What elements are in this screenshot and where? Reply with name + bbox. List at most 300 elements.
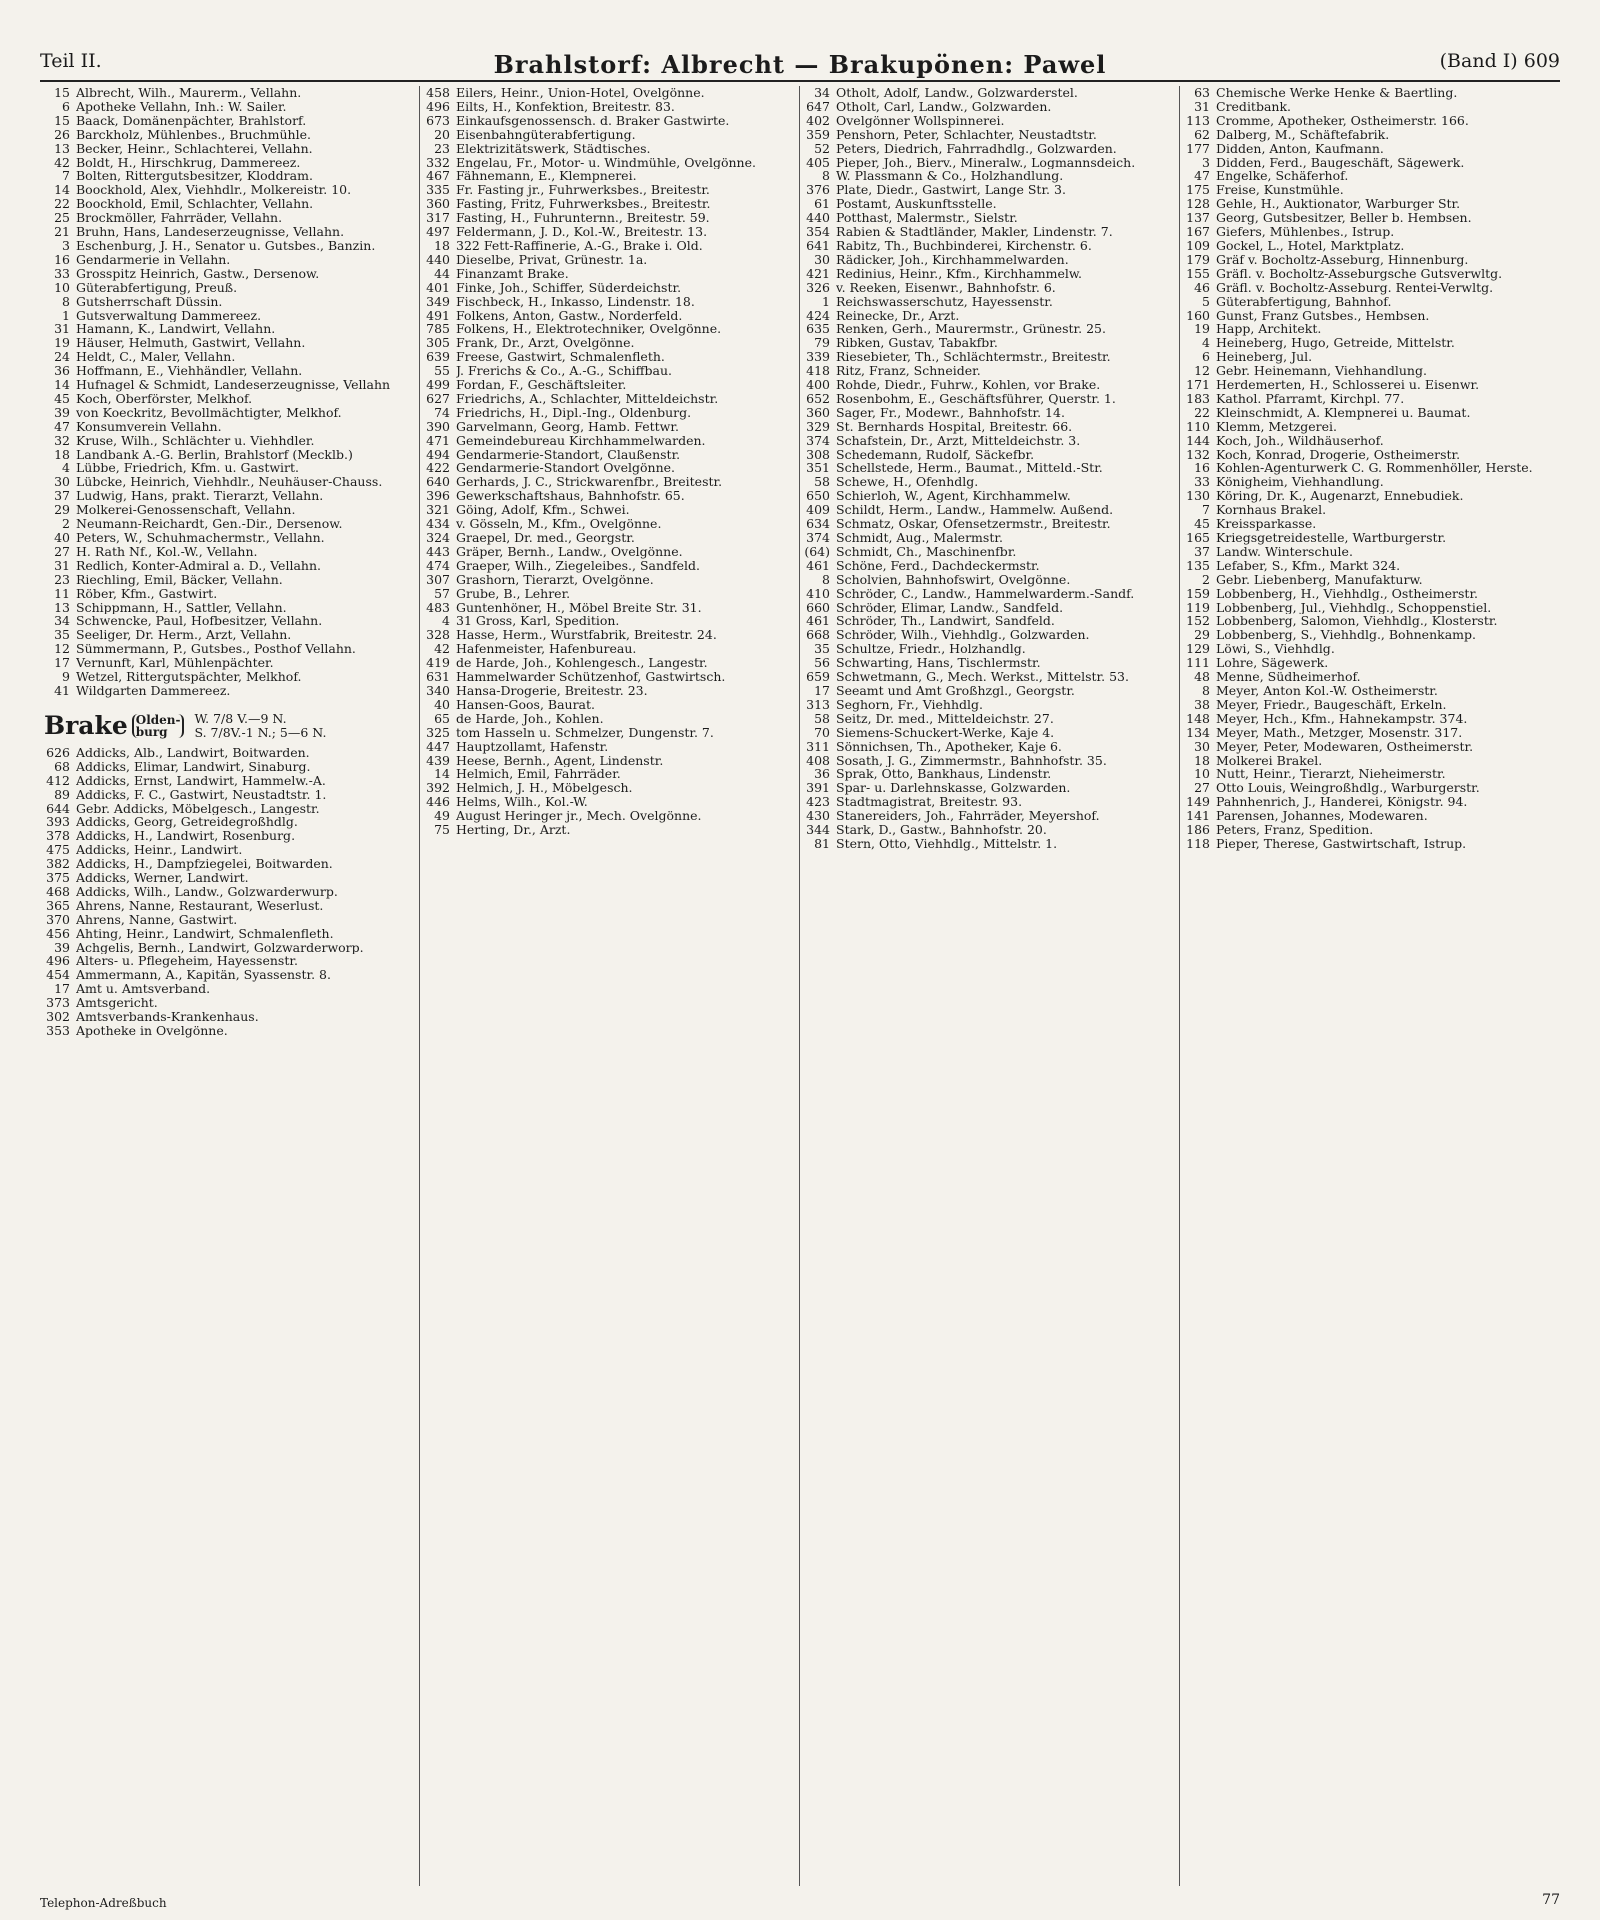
phone-number: 42 xyxy=(54,155,70,170)
directory-entry xyxy=(1184,336,1556,350)
phone-number: 410 xyxy=(806,586,830,601)
subscriber-name: Gräfl. v. Bocholtz-Asseburg. Rentei-Verwltg. xyxy=(1216,280,1494,295)
phone-number: 179 xyxy=(1186,252,1210,267)
phone-number: 446 xyxy=(426,795,450,810)
directory-entry xyxy=(1184,628,1556,642)
directory-entry xyxy=(804,670,1175,684)
phone-number: 321 xyxy=(426,503,450,518)
directory-entry xyxy=(44,322,415,336)
directory-entry xyxy=(44,941,415,955)
directory-entry xyxy=(424,197,795,211)
directory-entry xyxy=(804,364,1175,378)
phone-number: 354 xyxy=(806,225,830,239)
directory-entry xyxy=(424,767,795,781)
subscriber-name: Hufnagel & Schmidt, Landeserzeugnisse, Vellahn xyxy=(76,378,391,392)
subscriber-name: Friedrichs, A., Schlachter, Mitteldeichstr. xyxy=(456,391,719,406)
directory-entry xyxy=(44,156,415,170)
directory-entry xyxy=(424,795,795,809)
phone-number: 17 xyxy=(814,683,830,698)
subscriber-name: Fähnemann, E., Klempnerei. xyxy=(456,169,637,184)
subscriber-name: Boldt, H., Hirschkrug, Dammereez. xyxy=(76,155,301,170)
subscriber-name: Hauptzollamt, Hafenstr. xyxy=(456,739,609,754)
subscriber-name: Kathol. Pfarramt, Kirchpl. 77. xyxy=(1216,391,1405,406)
directory-entry xyxy=(1184,211,1556,225)
directory-entry xyxy=(44,503,415,517)
page-header xyxy=(40,50,1560,80)
subscriber-name: Creditbank. xyxy=(1216,99,1292,114)
directory-entry xyxy=(804,336,1175,350)
directory-entry xyxy=(44,587,415,601)
subscriber-name: Ritz, Franz, Schneider. xyxy=(836,364,981,379)
column-3 xyxy=(800,86,1180,1886)
subscriber-name: Königheim, Viehhandlung. xyxy=(1216,475,1384,490)
phone-number: 6 xyxy=(1202,350,1210,365)
directory-entry xyxy=(1184,517,1556,531)
subscriber-name: Lohre, Sägewerk. xyxy=(1216,656,1329,671)
subscriber-name: Hansa-Drogerie, Breitestr. 23. xyxy=(456,683,648,698)
phone-number: 15 xyxy=(54,86,70,100)
phone-number: 9 xyxy=(62,670,70,684)
phone-number: 37 xyxy=(1194,544,1210,559)
phone-number: 325 xyxy=(426,725,450,740)
directory-entry xyxy=(44,392,415,406)
subscriber-name: Helmich, Emil, Fahrräder. xyxy=(456,767,621,782)
phone-number: 439 xyxy=(426,753,450,768)
subscriber-name: Peters, W., Schuhmachermstr., Vellahn. xyxy=(76,531,325,545)
phone-number: 48 xyxy=(1194,670,1210,684)
phone-number: 458 xyxy=(426,86,450,100)
phone-number: 392 xyxy=(426,781,450,796)
directory-entry xyxy=(424,100,795,114)
subscriber-name: Kleinschmidt, A. Klempnerei u. Baumat. xyxy=(1216,405,1471,420)
directory-entry xyxy=(424,517,795,531)
subscriber-name: v. Gösseln, M., Kfm., Ovelgönne. xyxy=(456,517,662,531)
phone-number: 353 xyxy=(46,1024,70,1038)
phone-number: 497 xyxy=(426,225,450,239)
phone-number: 61 xyxy=(814,197,830,212)
directory-entry xyxy=(44,656,415,670)
subscriber-name: Seitz, Dr. med., Mitteldeichstr. 27. xyxy=(836,711,1054,726)
subscriber-name: Finanzamt Brake. xyxy=(456,266,569,281)
subscriber-name: Penshorn, Peter, Schlachter, Neustadtstr. xyxy=(836,127,1097,142)
phone-number: 329 xyxy=(806,419,830,434)
subscriber-name: Göing, Adolf, Kfm., Schwei. xyxy=(456,503,630,518)
directory-entry xyxy=(424,684,795,698)
phone-number: 81 xyxy=(814,836,830,851)
directory-entry xyxy=(44,489,415,503)
directory-entry xyxy=(424,628,795,642)
directory-entry xyxy=(44,815,415,829)
directory-entry xyxy=(424,461,795,475)
phone-number: 36 xyxy=(814,767,830,782)
phone-number: 471 xyxy=(426,433,450,448)
subscriber-name: St. Bernhards Hospital, Breitestr. 66. xyxy=(836,419,1073,434)
phone-number: 8 xyxy=(62,294,70,309)
directory-entry xyxy=(804,726,1175,740)
subscriber-name: Gräf v. Bocholtz-Asseburg, Hinnenburg. xyxy=(1216,252,1469,267)
directory-entry xyxy=(804,142,1175,156)
phone-number: 47 xyxy=(1194,169,1210,184)
phone-number: 47 xyxy=(54,419,70,434)
phone-number: 376 xyxy=(806,183,830,198)
section-heading-brake xyxy=(44,712,415,740)
phone-number: 405 xyxy=(806,155,830,170)
phone-number: 4 xyxy=(62,461,70,476)
subscriber-name: Fr. Fasting jr., Fuhrwerksbes., Breitestr. xyxy=(456,183,710,198)
subscriber-name: Gendarmerie in Vellahn. xyxy=(76,252,231,267)
subscriber-name: Gendarmerie-Standort Ovelgönne. xyxy=(456,461,676,476)
subscriber-name: Ahting, Heinr., Landwirt, Schmalenfleth. xyxy=(76,926,334,941)
directory-entry xyxy=(804,225,1175,239)
directory-entry xyxy=(44,954,415,968)
directory-entry xyxy=(1184,781,1556,795)
subscriber-name: Reichswasserschutz, Hayessenstr. xyxy=(836,294,1053,309)
subscriber-name: Gemeindebureau Kirchhammelwarden. xyxy=(456,433,706,448)
directory-entry xyxy=(44,448,415,462)
subscriber-name: Schwetmann, G., Mech. Werkst., Mittelstr. 53. xyxy=(836,670,1129,684)
phone-number: 110 xyxy=(1186,419,1210,434)
directory-entry xyxy=(424,281,795,295)
subscriber-name: Meyer, Anton Kol.-W. Ostheimerstr. xyxy=(1216,683,1438,698)
subscriber-name: de Harde, Joh., Kohlengesch., Langestr. xyxy=(456,656,708,671)
column-2-entries xyxy=(424,86,795,837)
phone-number: 317 xyxy=(426,211,450,226)
subscriber-name: Didden, Anton, Kaufmann. xyxy=(1216,141,1384,156)
directory-entry xyxy=(424,809,795,823)
directory-entry xyxy=(44,183,415,197)
subscriber-name: Vernunft, Karl, Mühlenpächter. xyxy=(76,656,274,671)
phone-number: 22 xyxy=(1194,405,1210,420)
subscriber-name: Pahnhenrich, J., Handerei, Königstr. 94. xyxy=(1216,795,1468,810)
directory-entry xyxy=(424,406,795,420)
phone-number: 13 xyxy=(54,600,70,615)
subscriber-name: Eisenbahngüterabfertigung. xyxy=(456,127,636,142)
directory-entry xyxy=(44,968,415,982)
directory-entry xyxy=(804,322,1175,336)
subscriber-name: Lefaber, S., Kfm., Markt 324. xyxy=(1216,558,1401,573)
directory-entry xyxy=(804,781,1175,795)
subscriber-name: Meyer, Peter, Modewaren, Ostheimerstr. xyxy=(1216,739,1474,754)
directory-entry xyxy=(804,601,1175,615)
directory-entry xyxy=(44,899,415,913)
subscriber-name: Häuser, Helmuth, Gastwirt, Vellahn. xyxy=(76,336,306,351)
phone-number: 22 xyxy=(54,197,70,212)
subscriber-name: Schildt, Herm., Landw., Hammelw. Außend. xyxy=(836,503,1114,518)
directory-entry xyxy=(804,267,1175,281)
phone-number: 12 xyxy=(54,642,70,657)
subscriber-name: Landbank A.-G. Berlin, Brahlstorf (Mecklb.) xyxy=(76,447,353,462)
directory-entry xyxy=(424,211,795,225)
directory-entry xyxy=(424,573,795,587)
subscriber-name: Graeper, Wilh., Ziegeleibes., Sandfeld. xyxy=(456,558,701,573)
directory-entry xyxy=(424,253,795,267)
subscriber-name: Addicks, F. C., Gastwirt, Neustadtstr. 1. xyxy=(76,787,327,802)
subscriber-name: Addicks, H., Dampfziegelei, Boitwarden. xyxy=(76,857,333,872)
phone-number: 33 xyxy=(54,266,70,281)
phone-number: 39 xyxy=(54,405,70,420)
phone-number: 440 xyxy=(806,211,830,226)
phone-number: 30 xyxy=(54,475,70,490)
directory-entry xyxy=(804,559,1175,573)
subscriber-name: Herdemerten, H., Schlosserei u. Eisenwr. xyxy=(1216,378,1480,392)
directory-entry xyxy=(1184,128,1556,142)
directory-entry xyxy=(804,434,1175,448)
subscriber-name: Feldermann, J. D., Kol.-W., Breitestr. 13. xyxy=(456,225,708,239)
directory-entry xyxy=(804,795,1175,809)
subscriber-name: Addicks, Werner, Landwirt. xyxy=(76,871,249,885)
directory-entry xyxy=(804,656,1175,670)
subscriber-name: Gewerkschaftshaus, Bahnhofstr. 65. xyxy=(456,489,685,504)
directory-entry xyxy=(1184,587,1556,601)
phone-number: 378 xyxy=(46,829,70,844)
phone-number: 3 xyxy=(1202,155,1210,170)
subscriber-name: Lobbenberg, S., Viehhdlg., Bohnenkamp. xyxy=(1216,628,1476,643)
directory-entry xyxy=(424,712,795,726)
subscriber-name: von Koeckritz, Bevollmächtigter, Melkhof. xyxy=(76,405,342,420)
directory-entry xyxy=(804,420,1175,434)
phone-number: 129 xyxy=(1186,642,1210,657)
subscriber-name: Boockhold, Alex, Viehhdlr., Molkereistr. 10. xyxy=(76,183,352,198)
phone-number: 468 xyxy=(46,884,70,899)
subscriber-name: Helms, Wilh., Kol.-W. xyxy=(456,795,588,810)
phone-number: 6 xyxy=(62,99,70,114)
phone-number: 26 xyxy=(54,127,70,142)
subscriber-name: Lobbenberg, Jul., Viehhdlg., Schoppenstiel. xyxy=(1216,600,1492,615)
directory-entry xyxy=(424,336,795,350)
phone-number: 75 xyxy=(434,823,450,837)
subscriber-name: Schafstein, Dr., Arzt, Mitteldeichstr. 3. xyxy=(836,433,1081,448)
phone-number: 15 xyxy=(54,113,70,128)
header-rule xyxy=(40,80,1560,82)
section-qualifier xyxy=(132,714,185,738)
directory-entry xyxy=(804,169,1175,183)
directory-entry xyxy=(804,767,1175,781)
subscriber-name: Heineberg, Hugo, Getreide, Mittelstr. xyxy=(1216,336,1455,351)
directory-entry xyxy=(424,392,795,406)
subscriber-name: Herting, Dr., Arzt. xyxy=(456,823,571,837)
section-hours-sunday: S. 7/8V.-1 N.; 5—6 N. xyxy=(194,724,327,740)
directory-entry xyxy=(424,545,795,559)
subscriber-name: Schedemann, Rudolf, Säckefbr. xyxy=(836,447,1035,462)
column-4-entries xyxy=(1184,86,1556,851)
directory-entry xyxy=(424,781,795,795)
directory-entry xyxy=(44,406,415,420)
directory-entry xyxy=(44,642,415,656)
subscriber-name: Hasse, Herm., Wurstfabrik, Breitestr. 24. xyxy=(456,628,717,643)
phone-number: 308 xyxy=(806,447,830,462)
phone-number: 10 xyxy=(54,280,70,295)
subscriber-name: Addicks, Alb., Landwirt, Boitwarden. xyxy=(76,745,310,760)
phone-number: 35 xyxy=(54,628,70,643)
phone-number: 37 xyxy=(54,489,70,504)
phone-number: 626 xyxy=(46,745,70,760)
phone-number: 8 xyxy=(1202,683,1210,698)
subscriber-name: Fordan, F., Geschäftsleiter. xyxy=(456,378,627,392)
phone-number: 660 xyxy=(806,600,830,615)
phone-number: 113 xyxy=(1186,113,1210,128)
subscriber-name: Ovelgönner Wollspinnerei. xyxy=(836,113,1005,128)
phone-number: 36 xyxy=(54,364,70,379)
directory-entry xyxy=(44,378,415,392)
subscriber-name: Güterabfertigung, Preuß. xyxy=(76,280,238,295)
subscriber-name: Pieper, Therese, Gastwirtschaft, Istrup. xyxy=(1216,836,1467,851)
directory-entry xyxy=(804,378,1175,392)
directory-entry xyxy=(1184,322,1556,336)
subscriber-name: Gutsherrschaft Düssin. xyxy=(76,294,223,309)
directory-entry xyxy=(804,239,1175,253)
directory-entry xyxy=(804,461,1175,475)
directory-entry xyxy=(804,628,1175,642)
phone-number: 29 xyxy=(54,503,70,518)
directory-entry xyxy=(804,281,1175,295)
directory-entry xyxy=(804,573,1175,587)
subscriber-name: Finke, Joh., Schiffer, Süderdeichstr. xyxy=(456,280,682,295)
directory-entry xyxy=(44,461,415,475)
directory-entry xyxy=(1184,142,1556,156)
phone-number: 313 xyxy=(806,697,830,712)
directory-entry xyxy=(804,823,1175,837)
phone-number: 118 xyxy=(1186,836,1210,851)
phone-number: 111 xyxy=(1186,656,1210,671)
subscriber-name: Wildgarten Dammereez. xyxy=(76,683,231,698)
directory-entry xyxy=(44,545,415,559)
phone-number: 499 xyxy=(426,378,450,392)
subscriber-name: Gendarmerie-Standort, Claußenstr. xyxy=(456,447,681,462)
directory-entry xyxy=(424,309,795,323)
directory-entry xyxy=(424,823,795,837)
subscriber-name: Kreissparkasse. xyxy=(1216,517,1317,531)
subscriber-name: Kohlen-Agenturwerk C. G. Rommenhöller, Herste. xyxy=(1216,461,1533,476)
subscriber-name: Meyer, Hch., Kfm., Hahnekampstr. 374. xyxy=(1216,711,1468,726)
directory-entry xyxy=(1184,531,1556,545)
column-1 xyxy=(40,86,420,1886)
directory-entry xyxy=(44,746,415,760)
subscriber-name: Gutsverwaltung Dammereez. xyxy=(76,308,262,323)
subscriber-name: Grosspitz Heinrich, Gastw., Dersenow. xyxy=(76,266,320,281)
subscriber-name: Engelke, Schäferhof. xyxy=(1216,169,1349,184)
directory-entry xyxy=(804,642,1175,656)
phone-number: 307 xyxy=(426,572,450,587)
directory-entry xyxy=(44,169,415,183)
phone-number: 375 xyxy=(46,871,70,885)
directory-entry xyxy=(44,86,415,100)
subscriber-name: Ludwig, Hans, prakt. Tierarzt, Vellahn. xyxy=(76,489,324,504)
subscriber-name: Hamann, K., Landwirt, Vellahn. xyxy=(76,322,276,337)
subscriber-name: Giefers, Mühlenbes., Istrup. xyxy=(1216,225,1395,239)
directory-entry xyxy=(1184,489,1556,503)
phone-number: 46 xyxy=(1194,280,1210,295)
subscriber-name: Lübbe, Friedrich, Kfm. u. Gastwirt. xyxy=(76,461,300,476)
phone-number: 311 xyxy=(806,739,830,754)
subscriber-name: Pieper, Joh., Bierv., Mineralw., Logmannsdeich. xyxy=(836,155,1136,170)
directory-entry xyxy=(804,197,1175,211)
directory-entry xyxy=(424,142,795,156)
subscriber-name: Freise, Kunstmühle. xyxy=(1216,183,1344,198)
phone-number: 70 xyxy=(814,725,830,740)
phone-number: 640 xyxy=(426,475,450,490)
subscriber-name: Addicks, Wilh., Landw., Golzwarderwurp. xyxy=(76,884,338,899)
directory-entry xyxy=(804,350,1175,364)
phone-number: 634 xyxy=(806,517,830,531)
directory-entry xyxy=(1184,767,1556,781)
phone-number: 31 xyxy=(54,322,70,337)
subscriber-name: Schmatz, Oskar, Ofensetzermstr., Breitestr. xyxy=(836,517,1111,531)
phone-number: 109 xyxy=(1186,238,1210,253)
directory-entry xyxy=(804,489,1175,503)
subscriber-name: Schöne, Ferd., Dachdeckermstr. xyxy=(836,558,1040,573)
subscriber-name: Addicks, Ernst, Landwirt, Hammelw.-A. xyxy=(76,773,326,788)
phone-number: 171 xyxy=(1186,378,1210,392)
directory-entry xyxy=(44,100,415,114)
subscriber-name: Wetzel, Rittergutspächter, Melkhof. xyxy=(76,670,302,684)
subscriber-name: Lobbenberg, H., Viehhdlg., Ostheimerstr. xyxy=(1216,586,1479,601)
directory-entry xyxy=(44,142,415,156)
directory-entry xyxy=(44,871,415,885)
directory-entry xyxy=(44,225,415,239)
subscriber-name: Hansen-Goos, Baurat. xyxy=(456,697,596,712)
subscriber-name: Eilts, H., Konfektion, Breitestr. 83. xyxy=(456,99,675,114)
section-name: Brake xyxy=(44,710,128,740)
phone-number: 412 xyxy=(46,773,70,788)
phone-number: 447 xyxy=(426,739,450,754)
phone-number: 52 xyxy=(814,141,830,156)
phone-number: 360 xyxy=(426,197,450,212)
subscriber-name: Gebr. Liebenberg, Manufakturw. xyxy=(1216,572,1423,587)
phone-number: 186 xyxy=(1186,823,1210,837)
phone-number: 374 xyxy=(806,531,830,545)
directory-entry xyxy=(424,86,795,100)
subscriber-name: Hammelwarder Schützenhof, Gastwirtsch. xyxy=(456,670,726,684)
subscriber-name: Schröder, Wilh., Viehhdlg., Golzwarden. xyxy=(836,628,1090,643)
phone-number: 351 xyxy=(806,461,830,476)
phone-number: 496 xyxy=(46,954,70,969)
phone-number: 30 xyxy=(1194,739,1210,754)
phone-number: 65 xyxy=(434,711,450,726)
part-label: Teil II. xyxy=(40,50,102,72)
directory-entry xyxy=(1184,281,1556,295)
directory-entry xyxy=(44,336,415,350)
directory-entry xyxy=(1184,614,1556,628)
directory-entry xyxy=(1184,837,1556,851)
subscriber-name: Happ, Architekt. xyxy=(1216,322,1322,337)
subscriber-name: 322 Fett-Raffinerie, A.-G., Brake i. Old. xyxy=(456,238,703,253)
directory-entry xyxy=(804,503,1175,517)
column-3-entries xyxy=(804,86,1175,851)
subscriber-name: Apotheke in Ovelgönne. xyxy=(76,1024,228,1038)
directory-entry xyxy=(1184,86,1556,100)
subscriber-name: Addicks, Elimar, Landwirt, Sinaburg. xyxy=(76,759,311,774)
phone-number: 31 xyxy=(54,558,70,573)
directory-entry xyxy=(1184,475,1556,489)
phone-number: 390 xyxy=(426,419,450,434)
subscriber-name: Einkaufsgenossensch. d. Braker Gastwirte. xyxy=(456,113,730,128)
phone-number: 155 xyxy=(1186,266,1210,281)
directory-entry xyxy=(44,982,415,996)
directory-entry xyxy=(44,350,415,364)
directory-entry xyxy=(804,448,1175,462)
directory-entry xyxy=(424,614,795,628)
directory-entry xyxy=(44,531,415,545)
directory-entry xyxy=(804,740,1175,754)
subscriber-name: Hoffmann, E., Viehhändler, Vellahn. xyxy=(76,364,303,379)
subscriber-name: Molkerei-Genossenschaft, Vellahn. xyxy=(76,503,296,518)
subscriber-name: Spar- u. Darlehnskasse, Golzwarden. xyxy=(836,781,1071,796)
phone-number: 62 xyxy=(1194,127,1210,142)
phone-number: 42 xyxy=(434,642,450,657)
phone-number: 1 xyxy=(62,308,70,323)
phone-number: 25 xyxy=(54,211,70,226)
directory-entry xyxy=(424,531,795,545)
